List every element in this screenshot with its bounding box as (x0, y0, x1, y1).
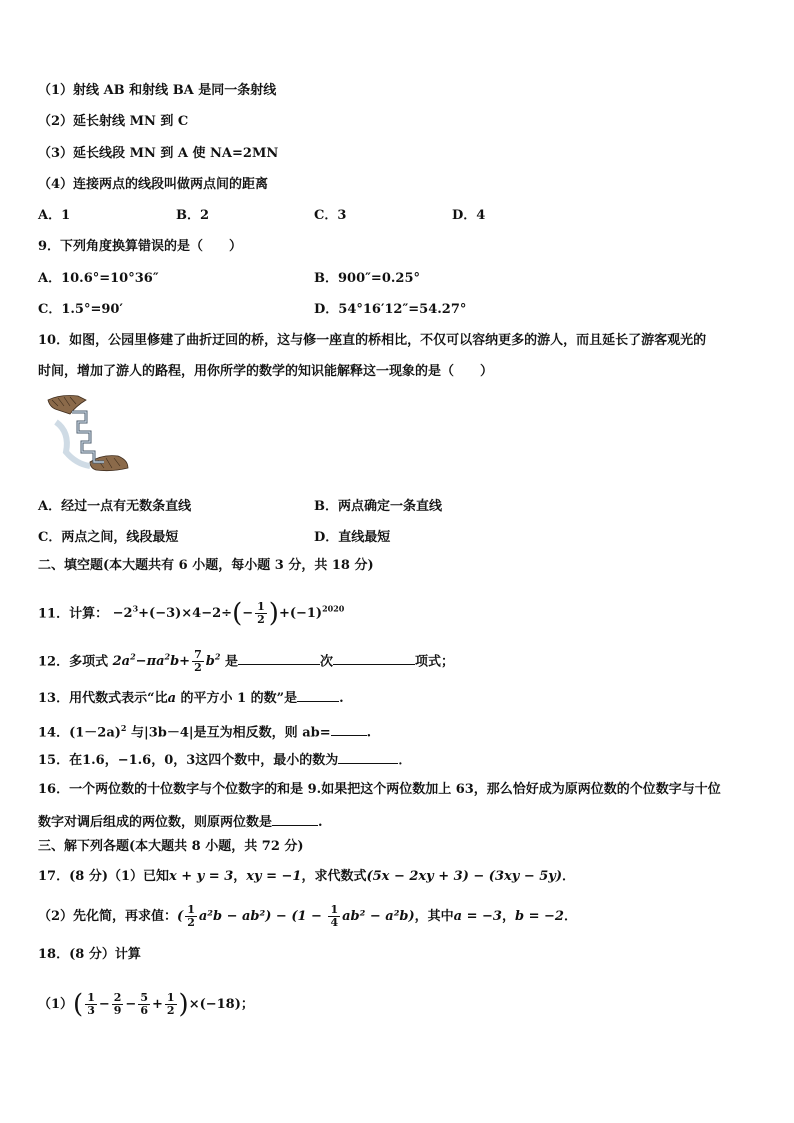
zigzag-bridge-figure (46, 392, 130, 476)
q18-expression: ( $\frac{1}{3}$ − $\frac{2}{9}$ − $\frac{5}{6}$ + $\frac{1}{2}$ )×(−18)； (73, 989, 254, 1020)
q12-polynomial: $2a^2-\pi a^2b+$ $\frac{7}{2}$ $b^2$ (112, 648, 221, 675)
q8-item-2: （2）延长射线 MN 到 C (38, 114, 189, 129)
q10-stem-line2: 时间，增加了游人的路程，用你所学的数学的知识能解释这一现象的是（ ） (38, 364, 494, 379)
q9-stem: 9．下列角度换算错误的是（ ） (38, 239, 243, 254)
q9-option-c: C．1.5°=90′ (38, 302, 123, 317)
q12-blank-1[interactable] (238, 651, 320, 665)
q11-expr: $-2^3+(-3)\times 4-2\div(-$ $\frac{1}{2}$ )$+(-1)^{2020}$ (112, 598, 345, 629)
q10-stem-line1: 10．如图，公园里修建了曲折迂回的桥，这与修一座直的桥相比，不仅可以容纳更多的游人，而且延长了游客观光的 (38, 333, 707, 348)
q11-label: 11．计算： (38, 606, 109, 622)
q8-option-b: B．2 (176, 208, 210, 223)
q14: 14．$(1-2a)^2$ 与|3b－4|是互为相反数，则 ab= . (38, 723, 372, 741)
q8-option-d: D．4 (452, 208, 486, 223)
q16-blank[interactable] (272, 812, 318, 826)
q15-blank[interactable] (338, 750, 398, 764)
q9-option-d: D．54°16′12″=54.27° (314, 302, 467, 317)
q10-option-d: D．直线最短 (314, 530, 391, 545)
q10-option-a: A．经过一点有无数条直线 (38, 499, 192, 514)
q10-option-c: C．两点之间，线段最短 (38, 530, 179, 545)
q12-blank-2[interactable] (333, 651, 415, 665)
q17-part1: 17．(8 分)（1）已知x + y = 3，xy = −1，求代数式(5x − 2xy + 3) − (3xy − 5y)． (38, 869, 576, 884)
q12-label: 12．多项式 (38, 654, 109, 670)
section-3-heading: 三、解下列各题(本大题共 8 小题，共 72 分) (38, 839, 304, 854)
q18-title: 18．(8 分）计算 (38, 947, 141, 962)
q16-line2: 数字对调后组成的两位数，则原两位数是 . (38, 812, 323, 832)
q15: 15．在1.6，−1.6，0，3这四个数中，最小的数为 ． (38, 750, 411, 770)
q17-part2-expr: ( $\frac{1}{2}$ a²b − ab²) − (1 − $\frac{1}{4}$ ab² − a²b) (177, 903, 415, 929)
q16-line1: 16．一个两位数的十位数字与个位数字的和是 9.如果把这个两位数加上 63，那么恰好成为原两位数的个位数字与十位 (38, 782, 721, 797)
q18-part1: （1）( $\frac{1}{3}$ − $\frac{2}{9}$ − $\frac{5}{6}$ + $\frac{1}{2}$ )×(−18)； (38, 989, 254, 1020)
section-2-heading: 二、填空题(本大题共有 6 小题，每小题 3 分，共 18 分) (38, 558, 374, 573)
q8-item-1: （1）射线 AB 和射线 BA 是同一条射线 (38, 83, 277, 98)
q10-option-b: B．两点确定一条直线 (314, 499, 442, 514)
q8-option-c: C．3 (314, 208, 347, 223)
q8-item-4: （4）连接两点的线段叫做两点间的距离 (38, 177, 269, 192)
q13: 13．用代数式表示“比a 的平方小 1 的数”是 . (38, 688, 344, 708)
q14-blank[interactable] (331, 722, 367, 736)
q11 (38, 596, 344, 627)
q8-option-a: A．1 (38, 208, 71, 223)
q8-item-3: （3）延长线段 MN 到 A 使 NA=2MN (38, 146, 279, 161)
q17-part2: （2）先化简，再求值：( $\frac{1}{2}$ a²b − ab²) − (1 − $\frac{1}{4}$ ab² − a²b)，其中a = −3，b = −2． (38, 903, 577, 929)
q9-option-b: B．900″=0.25° (314, 271, 420, 286)
q9-option-a: A．10.6°=10°36″ (38, 271, 159, 286)
q13-blank[interactable] (297, 688, 339, 702)
q12: 12．多项式 $2a^2-\pi a^2b+$ $\frac{7}{2}$ $b^2$ 是 次 项式； (38, 648, 454, 675)
